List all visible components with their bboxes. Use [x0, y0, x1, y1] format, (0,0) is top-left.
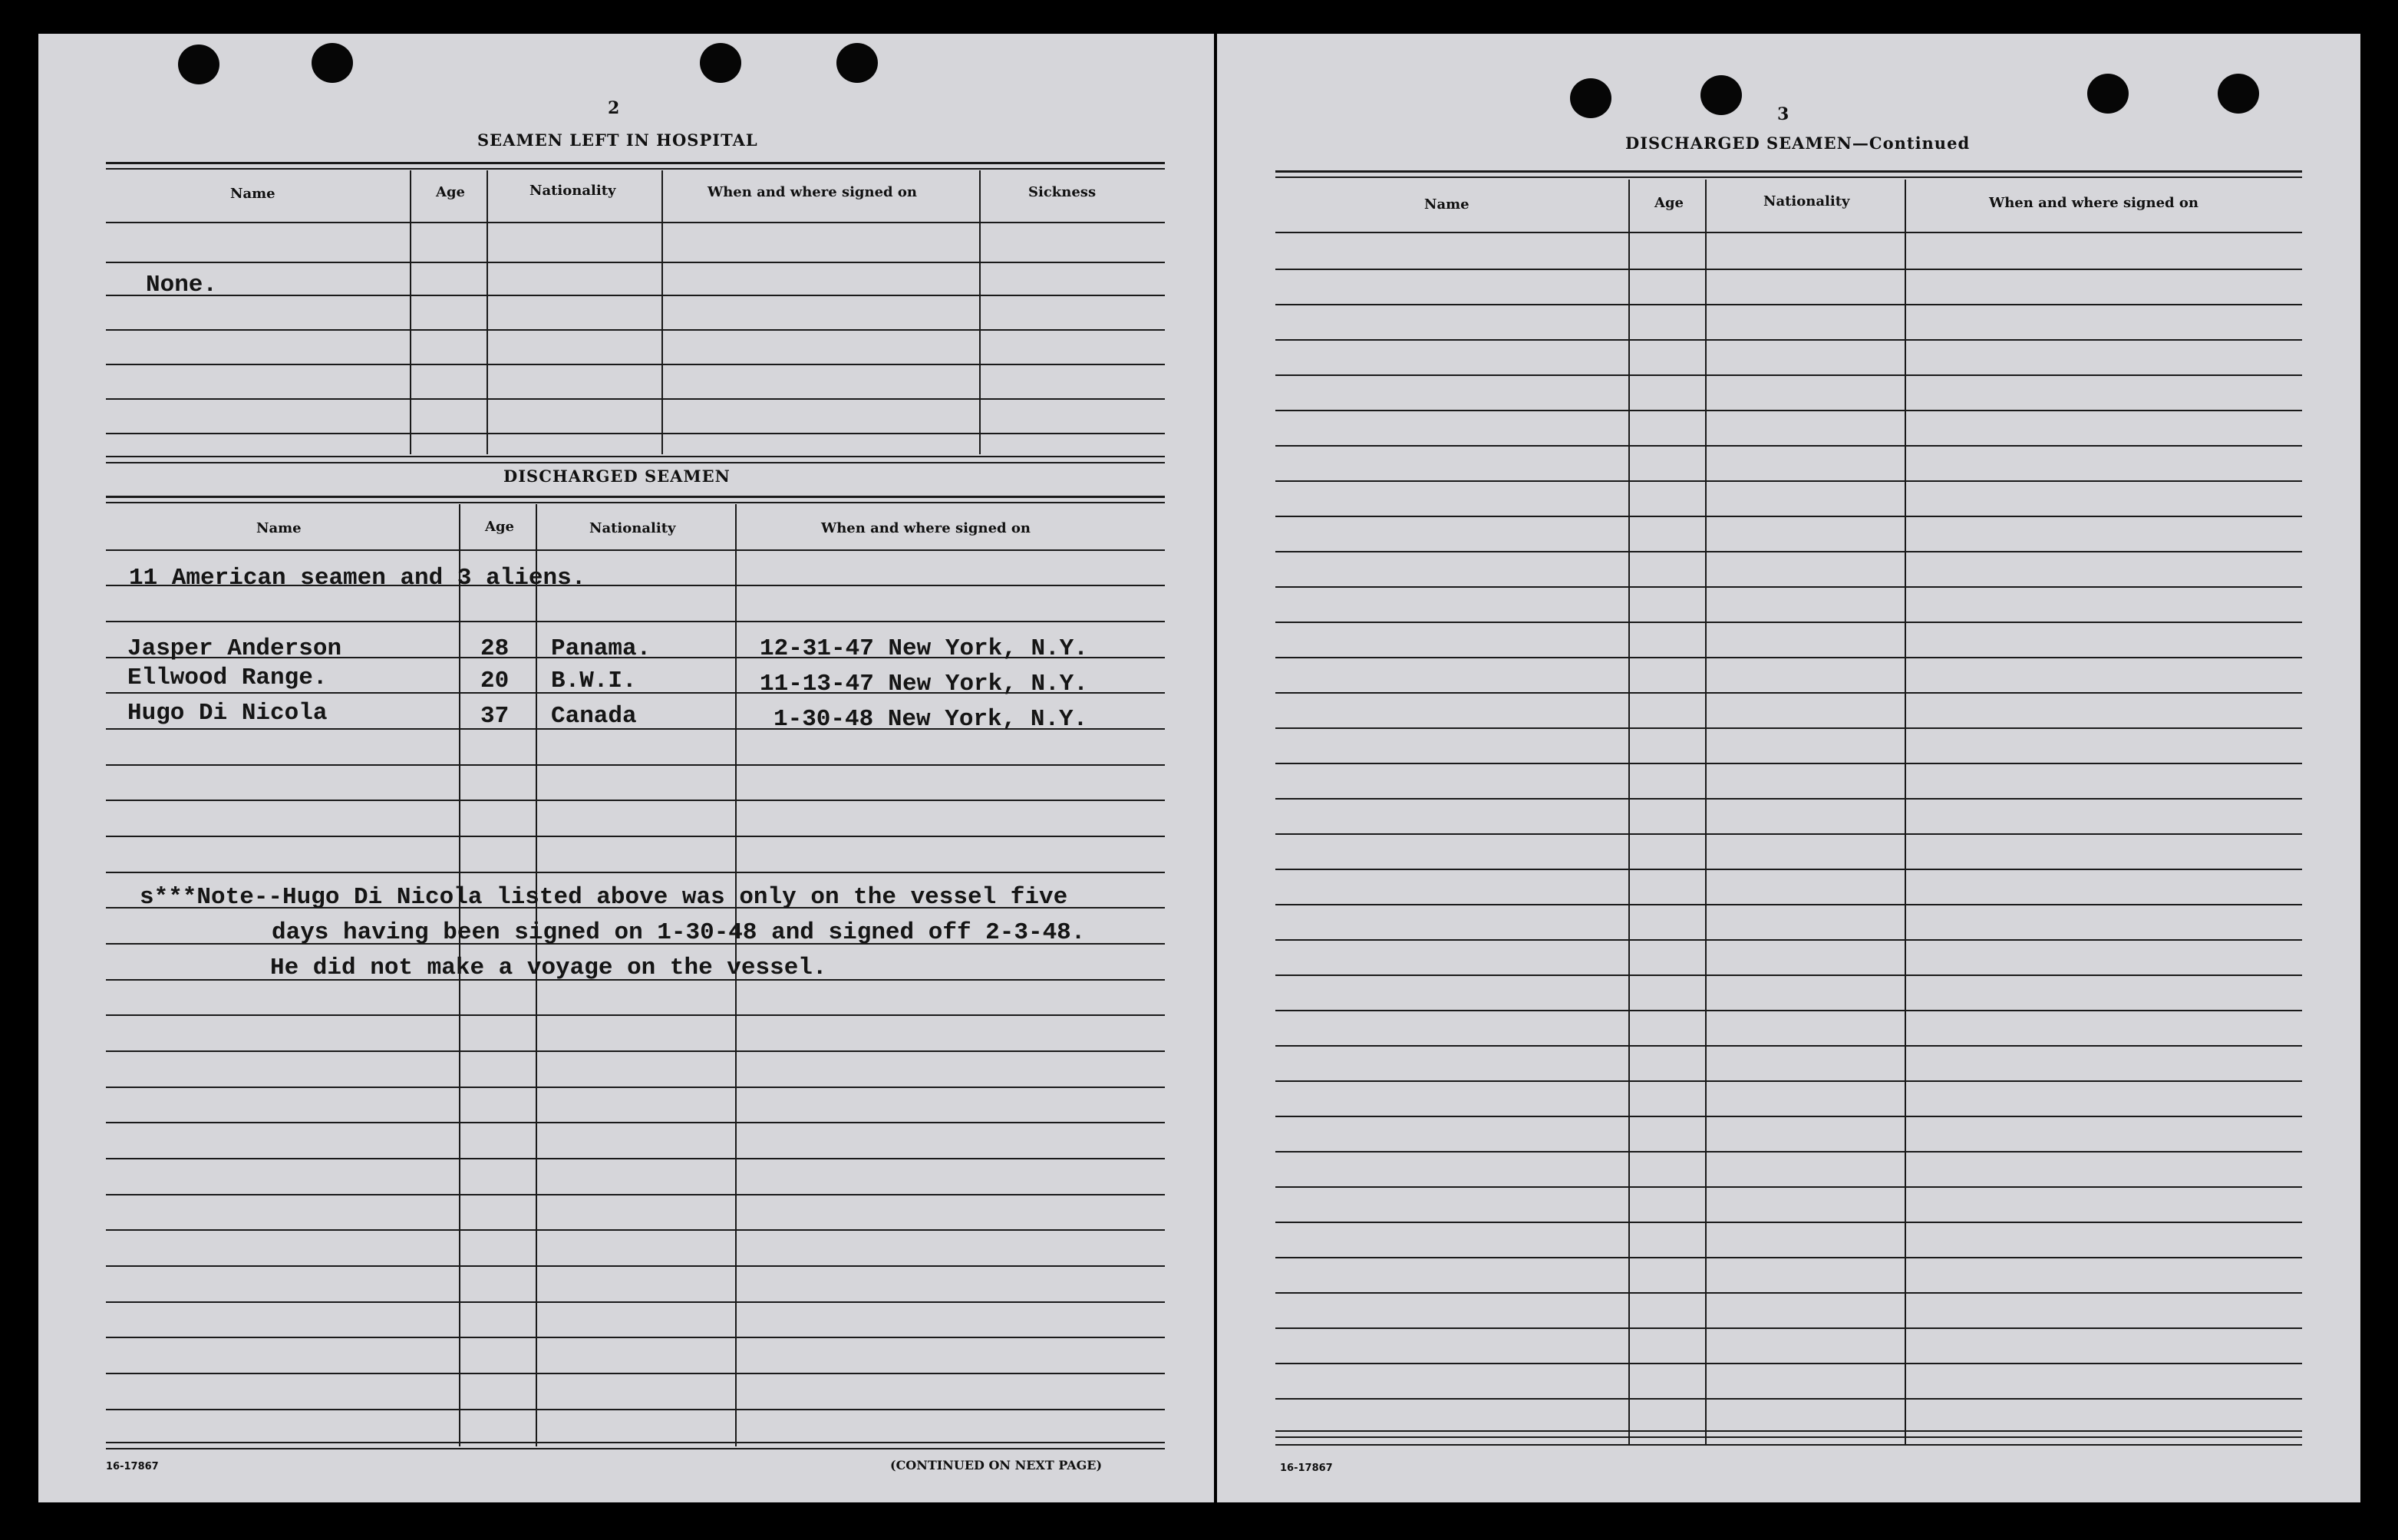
continued-note: (CONTINUED ON NEXT PAGE) — [890, 1458, 1103, 1472]
discharged-section-title: DISCHARGED SEAMEN — [503, 467, 731, 486]
left-page — [38, 34, 1214, 1502]
right-page — [1217, 34, 2360, 1502]
col-signed-on: When and where signed on — [1989, 195, 2198, 211]
punch-hole-icon — [312, 43, 353, 83]
hospital-col-sickness: Sickness — [1028, 184, 1097, 200]
seaman-nationality: B.W.I. — [551, 668, 637, 694]
discharged-col-signed-on: When and where signed on — [821, 520, 1031, 536]
punch-hole-icon — [1700, 75, 1742, 115]
hospital-col-name: Name — [230, 186, 275, 202]
continued-section-title: DISCHARGED SEAMEN—Continued — [1625, 134, 1971, 153]
punch-hole-icon — [2218, 74, 2259, 114]
seaman-signed-on: 11-13-47 New York, N.Y. — [760, 671, 1088, 697]
discharged-col-name: Name — [256, 520, 302, 536]
seaman-nationality: Panama. — [551, 635, 651, 662]
note-line: He did not make a voyage on the vessel. — [270, 955, 827, 981]
hospital-col-nationality: Nationality — [529, 183, 616, 199]
page-number: 3 — [1777, 104, 1789, 124]
seaman-name: Hugo Di Nicola — [127, 700, 328, 727]
col-age: Age — [1654, 195, 1684, 211]
page-number: 2 — [608, 98, 620, 118]
seaman-age: 20 — [480, 668, 510, 694]
discharged-col-age: Age — [485, 519, 515, 535]
col-nationality: Nationality — [1763, 193, 1850, 209]
seaman-nationality: Canada — [551, 703, 637, 730]
punch-hole-icon — [1570, 78, 1611, 118]
punch-hole-icon — [178, 45, 219, 84]
seaman-age: 28 — [480, 635, 510, 662]
note-line: days having been signed on 1-30-48 and signed off 2-3-48. — [272, 919, 1086, 946]
seaman-name: Ellwood Range. — [127, 664, 328, 691]
punch-hole-icon — [700, 43, 741, 83]
seaman-signed-on: 1-30-48 New York, N.Y. — [773, 706, 1088, 733]
note-line: s***Note--Hugo Di Nicola listed above was only on the vessel five — [140, 884, 1068, 911]
hospital-col-signed-on: When and where signed on — [708, 184, 917, 200]
seaman-age: 37 — [480, 703, 510, 730]
punch-hole-icon — [2087, 74, 2129, 114]
seaman-name: Jasper Anderson — [127, 635, 342, 662]
form-number: 16-17867 — [1280, 1463, 1333, 1474]
hospital-col-age: Age — [436, 184, 466, 200]
col-name: Name — [1424, 196, 1469, 213]
discharged-col-nationality: Nationality — [589, 520, 676, 536]
punch-hole-icon — [836, 43, 878, 83]
hospital-none-entry: None. — [146, 272, 218, 298]
form-number: 16-17867 — [106, 1461, 159, 1472]
hospital-section-title: SEAMEN LEFT IN HOSPITAL — [477, 130, 758, 150]
discharged-summary: 11 American seamen and 3 aliens. — [129, 565, 586, 592]
seaman-signed-on: 12-31-47 New York, N.Y. — [760, 635, 1088, 662]
